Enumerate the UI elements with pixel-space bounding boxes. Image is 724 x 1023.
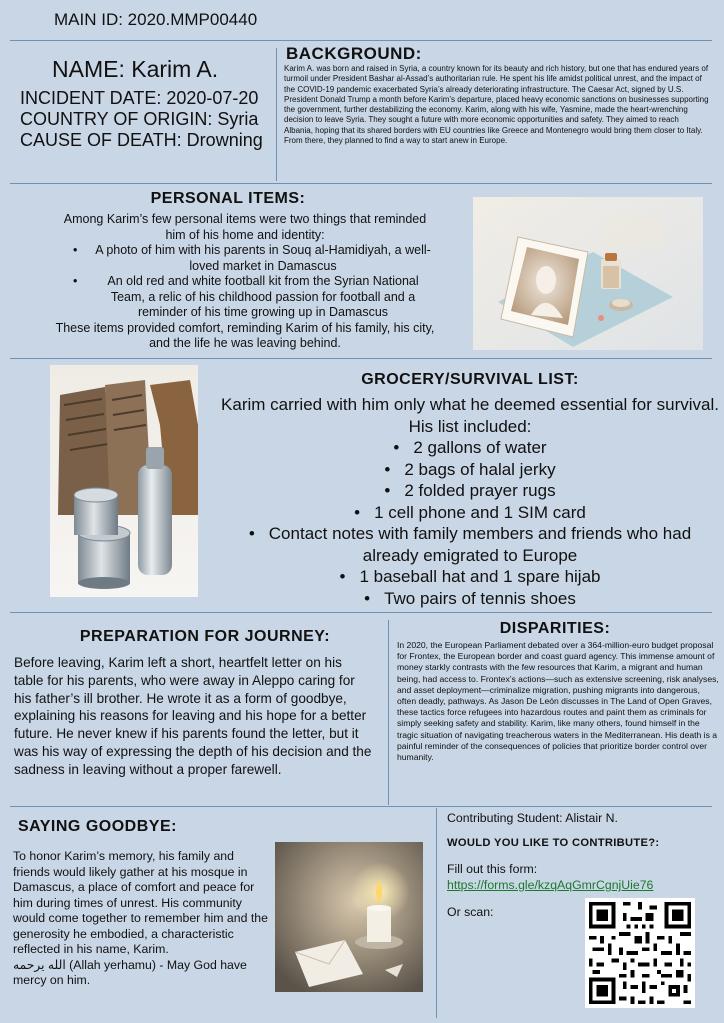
form-link[interactable]: https://forms.gle/kzqAqGmrCgnjUie76 — [447, 878, 654, 892]
contributing-student: Contributing Student: Alistair N. — [447, 811, 618, 825]
disparities-title: DISPARITIES: — [499, 620, 611, 637]
personal-items-body — [55, 212, 435, 352]
scan-label: Or scan: — [447, 905, 494, 919]
contribute-question: WOULD YOU LIKE TO CONTRIBUTE?: — [447, 837, 660, 849]
list-item: • 2 bags of halal jerky — [384, 459, 556, 479]
personal-items-list — [55, 243, 435, 321]
incident-date: INCIDENT DATE: 2020-07-20 — [20, 88, 259, 108]
person-name: NAME: Karim A. — [52, 56, 219, 82]
disparities-text: In 2020, the European Parliament debated over a 364-million-euro budget proposal for Frontex, the European border and coast guard agency. This immense amount of money starkly contrasts with the few resources that Karim, a migrant and human being, had access to. Frontex’s actions—such as extensive screening, risk analyses, and asset deployment—criminalize migration, pushing migrants into dangerous, often deadly, pathways. As Jason De León discusses in The Land of Open Graves, these tactics force refugees into hazardous routes and paint them as criminals for simply seeking safety and stability. Karim, like many others, found himself in the tragic situation of navigating treacherous waters in the Mediterranean. His death is a painful reminder of the consequences of policies that prioritize border control over humanity. — [397, 640, 719, 763]
cause-of-death: CAUSE OF DEATH: Drowning — [20, 130, 263, 150]
list-item: • 2 folded prayer rugs — [384, 481, 556, 500]
divider-prep-vertical — [388, 620, 389, 805]
photo-frame-image — [473, 197, 703, 350]
divider-header-vertical — [276, 48, 277, 181]
divider-background — [10, 183, 712, 184]
main-id: MAIN ID: 2020.MMP00440 — [54, 10, 258, 29]
candle-image — [275, 842, 423, 992]
divider-disparities — [10, 806, 712, 807]
personal-items-outro: These items provided comfort, reminding Karim of his family, his city, and the life he was leaving behind. — [55, 320, 435, 350]
divider-goodbye-vertical — [436, 808, 437, 1018]
form-label: Fill out this form: — [447, 862, 538, 876]
background-title: BACKGROUND: — [286, 44, 422, 63]
preparation-title: PREPARATION FOR JOURNEY: — [79, 628, 331, 645]
boots-and-cans-image — [50, 365, 198, 597]
list-item: • 2 gallons of water — [393, 438, 547, 457]
grocery-intro: Karim carried with him only what he deemed essential for survival. His list included: — [221, 395, 719, 436]
divider-grocery — [10, 612, 712, 613]
grocery-title: GROCERY/SURVIVAL LIST: — [361, 371, 579, 388]
background-text: Karim A. was born and raised in Syria, a country known for its beauty and rich history, but one that has endured years of turmoil under President Bashar al-Assad’s authoritarian rule. He spent his life amidst political unrest, and the impact of the COVID-19 pandemic exacerbated Syria’s already deteriorating infrastructure. The Caesar Act, signed by U.S. President Donald Trump a month before Karim’s departure, placed heavy economic sanctions on businesses supporting the government, further destabilizing the economy. Karim, along with his wife, Yasmine, made the heart-wrenching decision to leave Syria. They sought a future with more economic opportunities and safety. They aimed to reach Albania, hoping that its shared borders with EU countries like Greece and Montenegro would bring them closer to Italy. From there, they planned to find a way to start anew in Europe. — [284, 64, 709, 146]
grocery-body — [220, 394, 720, 609]
divider-personal — [10, 358, 712, 359]
list-item: • 1 cell phone and 1 SIM card — [354, 502, 586, 522]
saying-goodbye-body — [13, 849, 268, 989]
list-item: • Two pairs of tennis shoes — [364, 588, 576, 608]
divider-top — [10, 40, 712, 41]
country-of-origin: COUNTRY OF ORIGIN: Syria — [20, 109, 259, 129]
list-item: • A photo of him with his parents in Souq al-Hamidiyah, a well-loved market in Damascus — [55, 243, 435, 274]
prayer-text: الله يرحمه (Allah yerhamu) - May God have mercy on him. — [13, 957, 247, 987]
qr-code-image[interactable] — [585, 898, 695, 1008]
incident-details — [20, 88, 263, 151]
grocery-list — [220, 437, 720, 609]
saying-goodbye-title: SAYING GOODBYE: — [18, 818, 177, 835]
list-item: • An old red and white football kit from the Syrian National Team, a relic of his childhood passion for football and a reminder of his time growing up in Damascus — [55, 274, 435, 321]
personal-items-title: PERSONAL ITEMS: — [150, 190, 306, 207]
personal-items-intro: Among Karim’s few personal items were two things that reminded him of his home and identity: — [63, 212, 427, 242]
saying-goodbye-text: To honor Karim’s memory, his family and friends would likely gather at his mosque in Damascus, a place of comfort and peace for him during times of unrest. His community would come together to remember him and the generosity he embodied, a characteristic reflected in his name, Karim. — [13, 849, 268, 956]
list-item: • Contact notes with family members and friends who had already emigrated to Europe — [248, 524, 692, 565]
preparation-text: Before leaving, Karim left a short, heartfelt letter on his table for his parents, who were away in Aleppo caring for his father’s ill brother. He wrote it as a form of goodbye, explaining his reasons for leaving and his hope for a better future. He never knew if his parents found the letter, but it was his way of expressing the depth of his decision and the sadness in leaving without a proper farewell. — [14, 655, 372, 777]
list-item: • 1 baseball hat and 1 spare hijab — [339, 567, 601, 586]
